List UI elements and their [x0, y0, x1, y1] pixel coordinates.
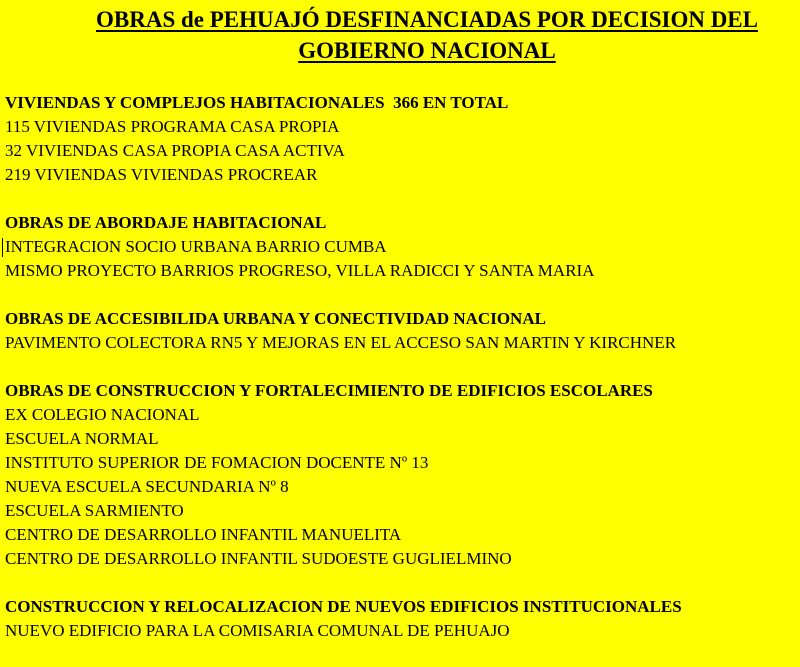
section-abordaje-habitacional [5, 211, 800, 283]
list-item: CENTRO DE DESARROLLO INFANTIL SUDOESTE GUGLIELMINO [5, 549, 512, 568]
page-title [0, 4, 800, 66]
page-title-line-2: GOBIERNO NACIONAL [298, 38, 556, 63]
document-body [5, 91, 800, 667]
section-heading: CONSTRUCCION Y RELOCALIZACION DE NUEVOS EDIFICIOS INSTITUCIONALES [5, 597, 682, 616]
list-item: ESCUELA NORMAL [5, 429, 159, 448]
section-heading: OBRAS DE ABORDAJE HABITACIONAL [5, 213, 327, 232]
list-item: MISMO PROYECTO BARRIOS PROGRESO, VILLA RADICCI Y SANTA MARIA [5, 261, 595, 280]
list-item: 32 VIVIENDAS CASA PROPIA CASA ACTIVA [5, 141, 345, 160]
list-item: 219 VIVIENDAS VIVIENDAS PROCREAR [5, 165, 318, 184]
list-item: CENTRO DE DESARROLLO INFANTIL MANUELITA [5, 525, 402, 544]
section-heading: OBRAS DE CONSTRUCCION Y FORTALECIMIENTO DE EDIFICIOS ESCOLARES [5, 381, 653, 400]
list-item: EX COLEGIO NACIONAL [5, 405, 200, 424]
list-item: NUEVO EDIFICIO PARA LA COMISARIA COMUNAL DE PEHUAJO [5, 621, 510, 640]
list-item: PAVIMENTO COLECTORA RN5 Y MEJORAS EN EL ACCESO SAN MARTIN Y KIRCHNER [5, 333, 677, 352]
list-item: ESCUELA SARMIENTO [5, 501, 184, 520]
section-accesibilidad-urbana [5, 307, 800, 355]
section-heading: OBRAS DE ACCESIBILIDA URBANA Y CONECTIVIDAD NACIONAL [5, 309, 546, 328]
page-title-line-1: OBRAS de PEHUAJÓ DESFINANCIADAS POR DECISION DEL [96, 7, 758, 32]
text-cursor [2, 238, 3, 257]
section-edificios-escolares [5, 379, 800, 571]
section-edificios-institucionales [5, 595, 800, 643]
section-heading: VIVIENDAS Y COMPLEJOS HABITACIONALES 366 EN TOTAL [5, 93, 509, 112]
section-viviendas [5, 91, 800, 187]
list-item: INTEGRACION SOCIO URBANA BARRIO CUMBA [5, 237, 387, 256]
list-item: NUEVA ESCUELA SECUNDARIA Nº 8 [5, 477, 289, 496]
list-item: INSTITUTO SUPERIOR DE FOMACION DOCENTE Nº 13 [5, 453, 429, 472]
list-item: 115 VIVIENDAS PROGRAMA CASA PROPIA [5, 117, 340, 136]
